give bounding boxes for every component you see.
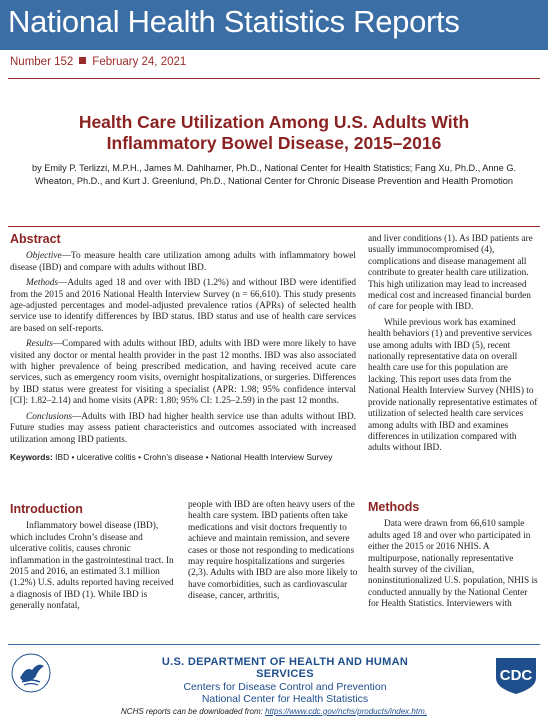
introduction-text-col2: people with IBD are often heavy users of the health care system. IBD patients often take medications and visit doctors frequently to achieve and maintain remission, and severe cases or those not responding to medications may require hospitalizations and surgeries (2,3). Adults with IBD are also more likely to have comorbidities, such as cardiovascular disease, cancer, arthritis,	[188, 500, 358, 602]
right-column	[368, 234, 538, 459]
results-text: —Compared with adults without IBD, adults with IBD were more likely to have visited any doctor or mental health provider in the past 12 months. IBD was also associated with higher prevalence of being prescribed medication, and having received acute care services, such as emergency room visits, overnight hospitalizations, or surgeries. Differences by IBD status were greatest for visiting a specialist (APR: 1.98; 95% confidence interval [CI]: 1.82–2.14) and home visits (APR: 1.80; 95% CI: 1.25–2.59) in the past 12 months.	[10, 339, 356, 407]
issue-info	[10, 56, 186, 68]
methods-heading: Methods	[368, 500, 420, 514]
objective-text: —To measure health care utilization among adults with inflammatory bowel disease (IBD) and compare with adults without IBD.	[10, 251, 356, 273]
hhs-name: U.S. DEPARTMENT OF HEALTH AND HUMAN SERVICES	[161, 656, 409, 680]
conclusions-text: —Adults with IBD had higher health service use than adults without IBD. Future studies may assess patient characteristics and outcomes associated with increased utilization among IBD patients.	[10, 411, 356, 445]
right-para2: While previous work has examined health behaviors (1) and preventive services use among adults with IBD (5), recent nationally representative data on overall health care use for this population are lacking. This report uses data from the National Health Interview Survey (NHIS) to provide nationally representative estimates of utilization of selected health care services among adults with IBD and examines differences in utilization compared with adults without IBD.	[368, 317, 538, 454]
square-bullet-icon	[79, 57, 86, 64]
abstract-objective	[10, 251, 356, 274]
article-authors	[10, 162, 538, 188]
download-link[interactable]: https://www.cdc.gov/nchs/products/index.htm.	[265, 707, 427, 716]
cdc-logo-text: CDC	[499, 667, 533, 684]
abstract-section	[10, 234, 356, 463]
title-divider	[8, 226, 540, 227]
methods-text: Data were drawn from 66,610 sample adults aged 18 and over who participated in either the 2015 or 2016 NHIS. A multipurpose, nationally representative health survey of the civilian, noninstitutionalized U.S. population, NHIS is conducted annually by the National Center for Health Statistics. Interviewers with	[368, 519, 538, 610]
methods-section	[368, 502, 538, 615]
article-title-line1: Health Care Utilization Among U.S. Adults With	[78, 112, 470, 132]
abstract-results	[10, 339, 356, 407]
introduction-text-col1: Inflammatory bowel disease (IBD), which includes Crohn’s disease and ulcerative colitis, causes chronic inflammation in the gastrointestinal tract. In 2015 and 2016, an estimated 3.1 million (1.2%) U.S. adults reported having received a diagnosis of IBD (1). While IBD is generally nonfatal,	[10, 521, 174, 612]
keywords-text: IBD • ulcerative colitis • Crohn’s disease • National Health Interview Survey	[55, 451, 333, 462]
download-note	[0, 707, 548, 716]
cdc-logo	[492, 652, 540, 696]
introduction-col1	[10, 504, 180, 617]
footer-divider	[8, 644, 540, 645]
issue-number: Number 152	[10, 56, 74, 68]
header-divider	[8, 78, 540, 79]
methods-text: —Adults aged 18 and over with IBD (1.2%) and without IBD were identified from the 2015 and 2016 National Health Interview Survey (n = 66,610). This study presents age-adjusted percentages and model-adjusted prevalence ratios (APRs) of selected health service use to identify differences by IBD status. IBD status and use of health care services are based on self-reports.	[10, 278, 356, 334]
keywords-label: Keywords:	[10, 451, 53, 462]
abstract-heading: Abstract	[10, 232, 61, 246]
article-title-line2: Inflammatory Bowel Disease, 2015–2016	[106, 133, 442, 153]
nchs-name: National Center for Health Statistics	[201, 693, 369, 705]
abstract-conclusions	[10, 412, 356, 446]
masthead-banner	[0, 0, 548, 50]
methods-label: Methods	[26, 278, 59, 289]
conclusions-label: Conclusions	[26, 411, 72, 422]
issue-date: February 24, 2021	[92, 56, 187, 68]
authors-line1: by Emily P. Terlizzi, M.P.H., James M. Dahlhamer, Ph.D., National Center for Health Statistics; Fang Xu, Ph.D., Anne G.	[31, 163, 517, 173]
authors-line2: Wheaton, Ph.D., and Kurt J. Greenlund, Ph.D., National Center for Chronic Disease Prevention and Health Promotion	[35, 176, 513, 186]
masthead-title: National Health Statistics Reports	[8, 4, 460, 39]
footer-agency-block	[140, 656, 430, 705]
introduction-heading: Introduction	[10, 502, 83, 516]
download-prefix: NCHS reports can be downloaded from:	[121, 707, 263, 716]
right-para1: and liver conditions (1). As IBD patients are usually immunocompromised (4), complications and disease management all contribute to greater health care utilization. This high utilization may lead to increased medical cost and increased financial burden of care for people with IBD.	[368, 234, 533, 313]
objective-label: Objective	[26, 251, 62, 262]
results-label: Results	[26, 339, 53, 350]
article-title	[20, 112, 528, 154]
cdc-name: Centers for Disease Control and Prevention	[183, 681, 387, 693]
abstract-methods	[10, 278, 356, 335]
hhs-eagle-logo	[10, 652, 52, 694]
keywords	[10, 452, 356, 463]
introduction-col2	[188, 500, 358, 607]
